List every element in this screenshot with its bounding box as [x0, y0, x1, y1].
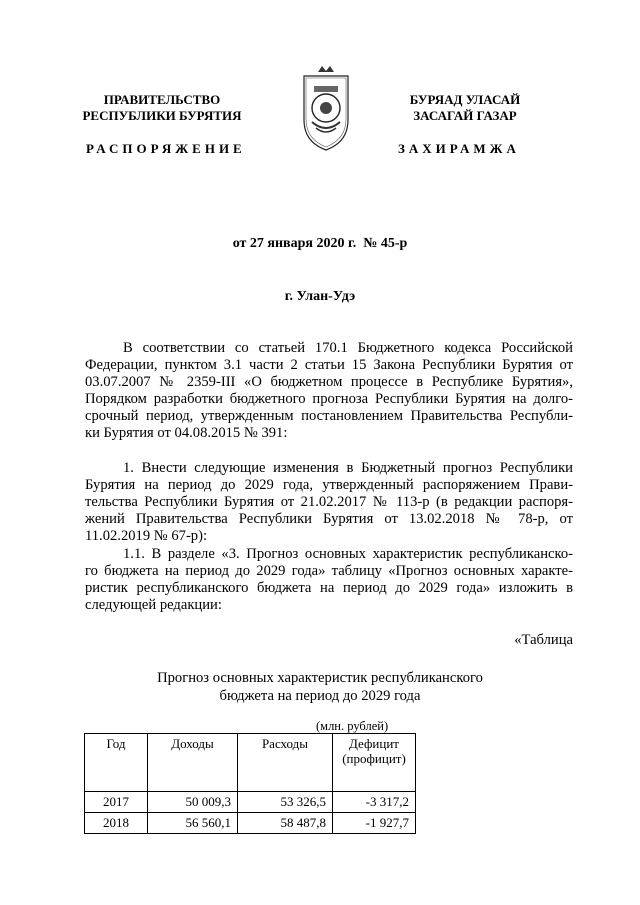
table-units: (млн. рублей) — [316, 719, 389, 733]
cell-year: 2017 — [85, 792, 148, 813]
header-deficit-line2: (профицит) — [342, 751, 406, 766]
text-line: Федерации, пунктом 3.1 части 2 статьи 15 Закона Республики Бурятия от — [85, 357, 573, 373]
text-line: го бюджета на период до 2029 года» таблицу «Прогноз основных характе- — [85, 563, 573, 579]
cell-deficit: -1 927,7 — [333, 813, 416, 834]
table-title — [0, 669, 640, 705]
city: г. Улан-Удэ — [284, 289, 356, 304]
issuer-left-line1: ПРАВИТЕЛЬСТВО — [103, 92, 221, 107]
text-line: Бурятия на период до 2029 года, утвержденный распоряжением Прави- — [85, 477, 573, 493]
text-line: 1. Внести следующие изменения в Бюджетный прогноз Республики — [123, 460, 573, 476]
header-deficit-line1: Дефицит — [349, 736, 399, 751]
date-number: от 27 января 2020 г. № 45-р — [232, 236, 408, 251]
text-line: тельства Республики Бурятия от 21.02.2017 № 113-р (в редакции распоря- — [85, 494, 573, 510]
table-header-row — [85, 734, 416, 792]
text-line: жений Правительства Республики Бурятия от 13.02.2018 № 78-р, от — [85, 511, 573, 527]
item-1-paragraph — [85, 460, 573, 545]
issuer-right — [385, 92, 545, 124]
header-year: Год — [85, 734, 148, 792]
coat-of-arms-emblem — [300, 62, 352, 152]
text-line: следующей редакции: — [85, 597, 222, 613]
text-line: срочный период, утвержденным постановлением Правительства Республи- — [85, 408, 573, 424]
header-deficit — [333, 734, 416, 792]
issuer-left-line2: РЕСПУБЛИКИ БУРЯТИЯ — [82, 108, 242, 123]
table-label: «Таблица — [514, 632, 573, 648]
cell-income: 50 009,3 — [148, 792, 238, 813]
table-row — [85, 813, 416, 834]
text-line: В соответствии со статьей 170.1 Бюджетного кодекса Российской — [123, 340, 573, 356]
cell-expenses: 53 326,5 — [238, 792, 333, 813]
text-line: 11.02.2019 № 67-р): — [85, 528, 208, 544]
issuer-right-line2: ЗАСАГАЙ ГАЗАР — [413, 108, 517, 123]
text-line: 03.07.2007 № 2359-III «О бюджетном процессе в Республике Бурятия», — [85, 374, 573, 390]
table-title-line2: бюджета на период до 2029 года — [219, 688, 421, 704]
header-expenses: Расходы — [238, 734, 333, 792]
cell-deficit: -3 317,2 — [333, 792, 416, 813]
table-row — [85, 792, 416, 813]
table-title-line1: Прогноз основных характеристик республиканского — [157, 670, 483, 686]
cell-income: 56 560,1 — [148, 813, 238, 834]
item-1-1-paragraph — [85, 546, 573, 614]
cell-expenses: 58 487,8 — [238, 813, 333, 834]
header-income: Доходы — [148, 734, 238, 792]
doc-type-right: ЗАХИРАМЖА — [398, 141, 520, 156]
forecast-table — [84, 733, 416, 834]
text-line: Порядком разработки бюджетного прогноза Республики Бурятия на долго- — [85, 391, 573, 407]
issuer-right-line1: БУРЯАД УЛАСАЙ — [409, 92, 521, 107]
issuer-left — [62, 92, 262, 124]
text-line: 1.1. В разделе «3. Прогноз основных характеристик республиканско- — [123, 546, 573, 562]
cell-year: 2018 — [85, 813, 148, 834]
preamble-paragraph — [85, 340, 573, 442]
text-line: ристик республиканского бюджета на период до 2029 года» изложить в — [85, 580, 573, 596]
text-line: ки Бурятия от 04.08.2015 № 391: — [85, 425, 288, 441]
doc-type-left: РАСПОРЯЖЕНИЕ — [86, 141, 246, 156]
